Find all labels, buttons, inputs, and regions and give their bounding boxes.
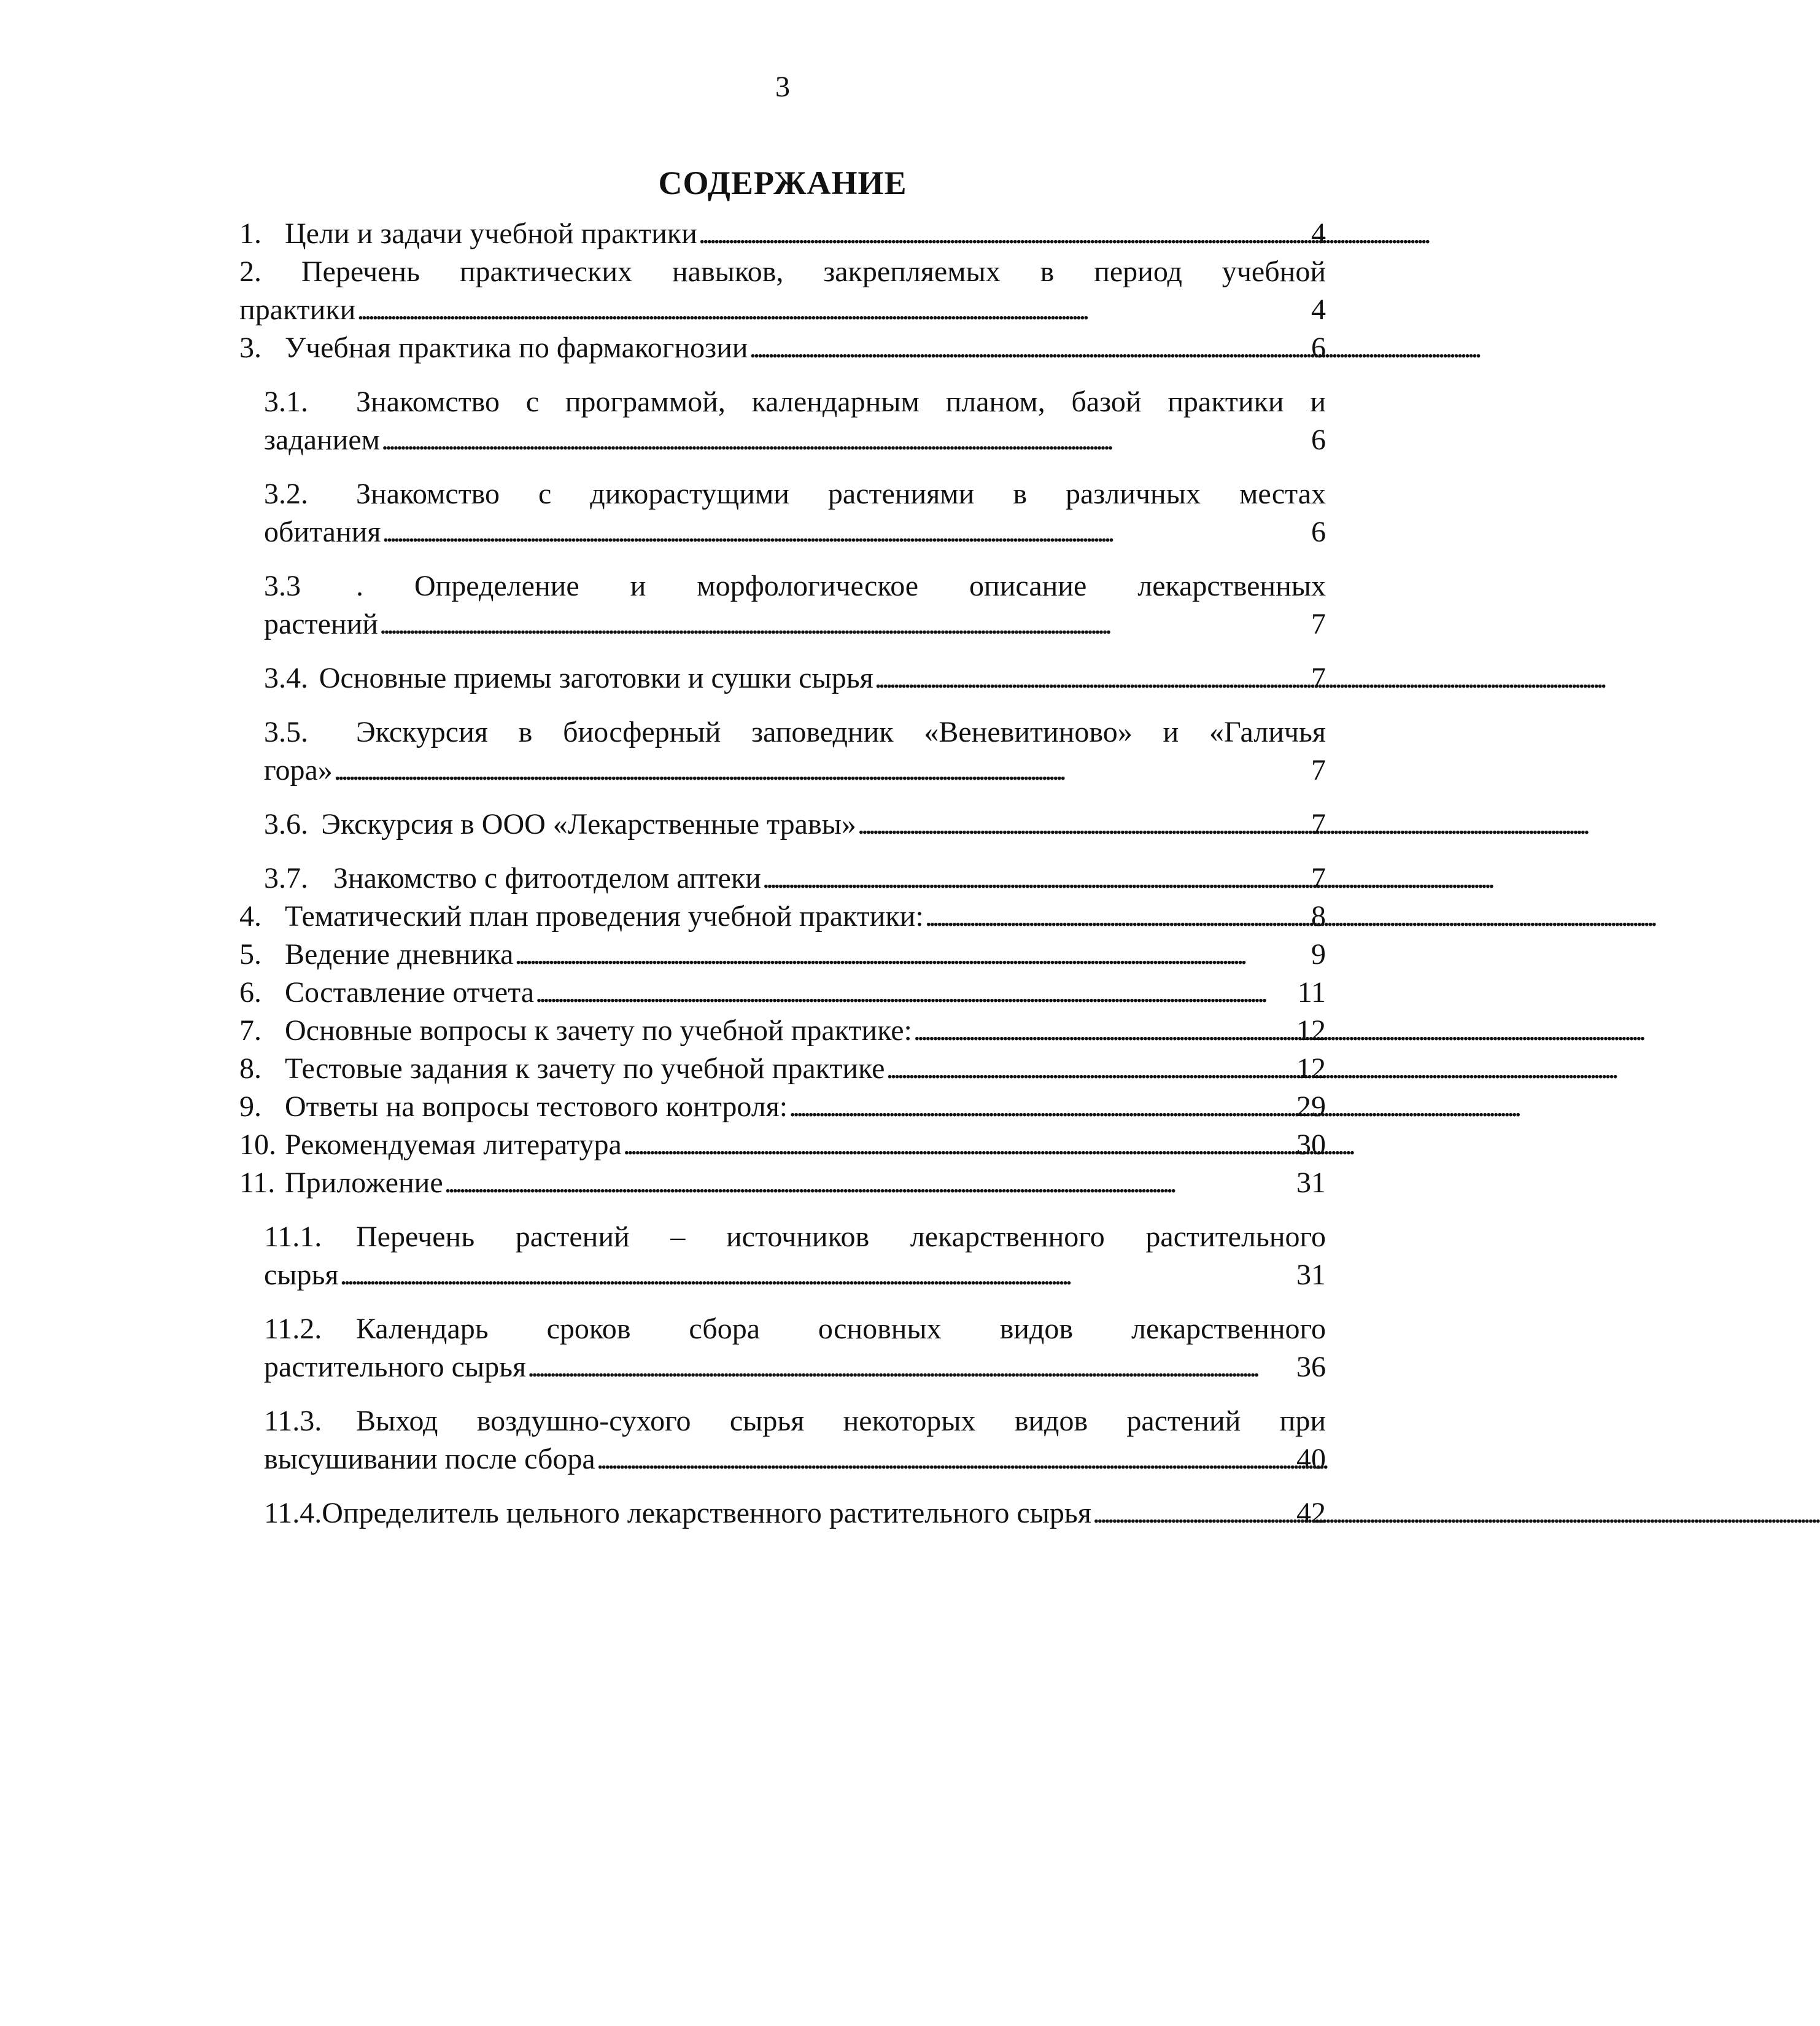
toc-entry-page: 36	[1296, 1351, 1326, 1383]
toc-entry-number: 9.	[239, 1090, 261, 1123]
dot-leader	[381, 421, 1310, 459]
toc-entry-title: Тестовые задания к зачету по учебной практике	[285, 1052, 885, 1085]
dot-leader	[913, 1012, 1295, 1050]
dot-leader	[340, 1256, 1295, 1294]
toc-entry-number: 3.6.	[264, 808, 308, 840]
toc-entry-3-4[interactable]	[264, 659, 1326, 697]
toc-entry-page: 7	[1311, 862, 1326, 895]
toc-entry-1[interactable]	[239, 215, 1326, 253]
toc-entry-title-line2: высушивании после сбора	[264, 1443, 595, 1475]
toc-entry-2[interactable]	[239, 253, 1326, 329]
toc-entry-title: Определитель цельного лекарственного растительного сырья	[322, 1497, 1091, 1529]
dot-leader	[444, 1164, 1295, 1202]
toc-entry-page: 6	[1311, 332, 1326, 364]
dot-leader	[789, 1088, 1295, 1126]
toc-entry-3-1[interactable]	[264, 383, 1326, 459]
toc-entry-page: 42	[1296, 1497, 1326, 1529]
toc-entry-title-line1: 3.1. Знакомство с программой, календарным планом, базой практики и	[264, 386, 1326, 418]
table-of-contents	[239, 215, 1326, 1532]
dot-leader	[886, 1050, 1295, 1088]
toc-entry-title-line2: заданием	[264, 424, 381, 456]
toc-entry-title: Экскурсия в ООО «Лекарственные травы»	[321, 808, 856, 840]
toc-entry-page: 11	[1297, 976, 1326, 1009]
toc-entry-11[interactable]	[239, 1164, 1326, 1202]
toc-entry-title-line1: 11.3. Выход воздушно-сухого сырья некоторых видов растений при	[264, 1405, 1326, 1437]
toc-entry-10[interactable]	[239, 1126, 1326, 1164]
toc-entry-page: 30	[1296, 1128, 1326, 1161]
toc-entry-page: 7	[1311, 608, 1326, 640]
toc-entry-number: 11.4.	[264, 1497, 322, 1529]
toc-entry-page: 4	[1311, 217, 1326, 250]
toc-entry-number: 3.4.	[264, 662, 308, 694]
toc-entry-page: 40	[1296, 1443, 1326, 1475]
toc-entry-page: 6	[1311, 516, 1326, 548]
toc-entry-title-line1: 3.5. Экскурсия в биосферный заповедник «Веневитиново» и «Галичья	[264, 716, 1326, 748]
toc-entry-number: 7.	[239, 1014, 261, 1047]
toc-entry-title-line1: 11.2. Календарь сроков сбора основных видов лекарственного	[264, 1313, 1326, 1345]
toc-entry-number: 3.	[239, 332, 261, 364]
toc-entry-page: 31	[1296, 1259, 1326, 1291]
toc-entry-3-6[interactable]	[264, 805, 1326, 844]
toc-entry-3-5[interactable]	[264, 713, 1326, 790]
dot-leader	[1093, 1494, 1295, 1532]
toc-entry-page: 12	[1296, 1014, 1326, 1047]
toc-entry-title: Знакомство с фитоотделом аптеки	[333, 862, 761, 895]
toc-entry-3-2[interactable]	[264, 475, 1326, 551]
toc-entry-page: 6	[1311, 424, 1326, 456]
dot-leader	[334, 751, 1310, 790]
toc-entry-page: 12	[1296, 1052, 1326, 1085]
dot-leader	[535, 974, 1296, 1012]
toc-entry-title-line2: гора»	[264, 754, 333, 786]
toc-entry-number: 6.	[239, 976, 261, 1009]
toc-entry-5[interactable]	[239, 936, 1326, 974]
toc-entry-6[interactable]	[239, 974, 1326, 1012]
toc-entry-page: 8	[1311, 900, 1326, 933]
toc-entry-number: 4.	[239, 900, 261, 933]
dot-leader	[357, 291, 1310, 329]
toc-entry-11-2[interactable]	[264, 1310, 1326, 1386]
dot-leader	[925, 898, 1310, 936]
toc-entry-title-line1: 2. Перечень практических навыков, закрепляемых в период учебной	[239, 255, 1326, 288]
toc-entry-11-1[interactable]	[264, 1218, 1326, 1294]
dot-leader	[382, 513, 1310, 551]
toc-entry-page: 7	[1311, 754, 1326, 786]
toc-entry-title-line1: 11.1. Перечень растений – источников лекарственного растительного	[264, 1221, 1326, 1253]
toc-entry-title: Рекомендуемая литература	[285, 1128, 622, 1161]
toc-entry-8[interactable]	[239, 1050, 1326, 1088]
toc-title: СОДЕРЖАНИЕ	[658, 165, 907, 201]
toc-entry-title: Ведение дневника	[285, 938, 514, 971]
dot-leader	[527, 1348, 1295, 1386]
toc-entry-title-line2: растений	[264, 608, 378, 640]
toc-entry-3-3[interactable]	[264, 567, 1326, 643]
toc-entry-title: Ответы на вопросы тестового контроля:	[285, 1090, 788, 1123]
toc-entry-number: 5.	[239, 938, 261, 971]
toc-entry-number: 11.	[239, 1166, 276, 1199]
toc-entry-page: 29	[1296, 1090, 1326, 1123]
toc-entry-title: Приложение	[285, 1166, 443, 1199]
dot-leader	[858, 805, 1310, 844]
toc-entry-page: 9	[1311, 938, 1326, 971]
toc-entry-title-line1: 3.2. Знакомство с дикорастущими растениями в различных местах	[264, 478, 1326, 510]
toc-entry-title: Цели и задачи учебной практики	[285, 217, 697, 250]
toc-entry-title-line1: 3.3 . Определение и морфологическое описание лекарственных	[264, 570, 1326, 602]
toc-entry-11-4[interactable]	[264, 1494, 1326, 1532]
dot-leader	[762, 860, 1310, 898]
dot-leader	[514, 936, 1310, 974]
toc-entry-page: 7	[1311, 662, 1326, 694]
toc-entry-title-line2: обитания	[264, 516, 381, 548]
dot-leader	[597, 1440, 1295, 1478]
page-number: 3	[775, 71, 790, 103]
toc-entry-3-7[interactable]	[264, 860, 1326, 898]
toc-entry-title: Основные вопросы к зачету по учебной практике:	[285, 1014, 912, 1047]
toc-entry-3[interactable]	[239, 329, 1326, 367]
toc-entry-title: Основные приемы заготовки и сушки сырья	[319, 662, 873, 694]
toc-entry-11-3[interactable]	[264, 1402, 1326, 1478]
toc-entry-9[interactable]	[239, 1088, 1326, 1126]
toc-entry-title: Учебная практика по фармакогнозии	[285, 332, 748, 364]
toc-entry-number: 8.	[239, 1052, 261, 1085]
toc-entry-title-line2: практики	[239, 293, 356, 326]
dot-leader	[699, 215, 1310, 253]
dot-leader	[749, 329, 1310, 367]
toc-entry-number: 10.	[239, 1128, 276, 1161]
toc-entry-title: Составление отчета	[285, 976, 535, 1009]
toc-entry-page: 7	[1311, 808, 1326, 840]
toc-entry-4[interactable]	[239, 898, 1326, 936]
toc-entry-7[interactable]	[239, 1012, 1326, 1050]
dot-leader	[623, 1126, 1295, 1164]
toc-entry-number: 1.	[239, 217, 261, 250]
toc-entry-title-line2: сырья	[264, 1259, 339, 1291]
dot-leader	[379, 605, 1310, 643]
toc-entry-page: 4	[1311, 293, 1326, 326]
toc-entry-title-line2: растительного сырья	[264, 1351, 527, 1383]
toc-entry-page: 31	[1296, 1166, 1326, 1199]
toc-entry-number: 3.7.	[264, 862, 308, 895]
toc-entry-title: Тематический план проведения учебной практики:	[285, 900, 924, 933]
dot-leader	[875, 659, 1310, 697]
